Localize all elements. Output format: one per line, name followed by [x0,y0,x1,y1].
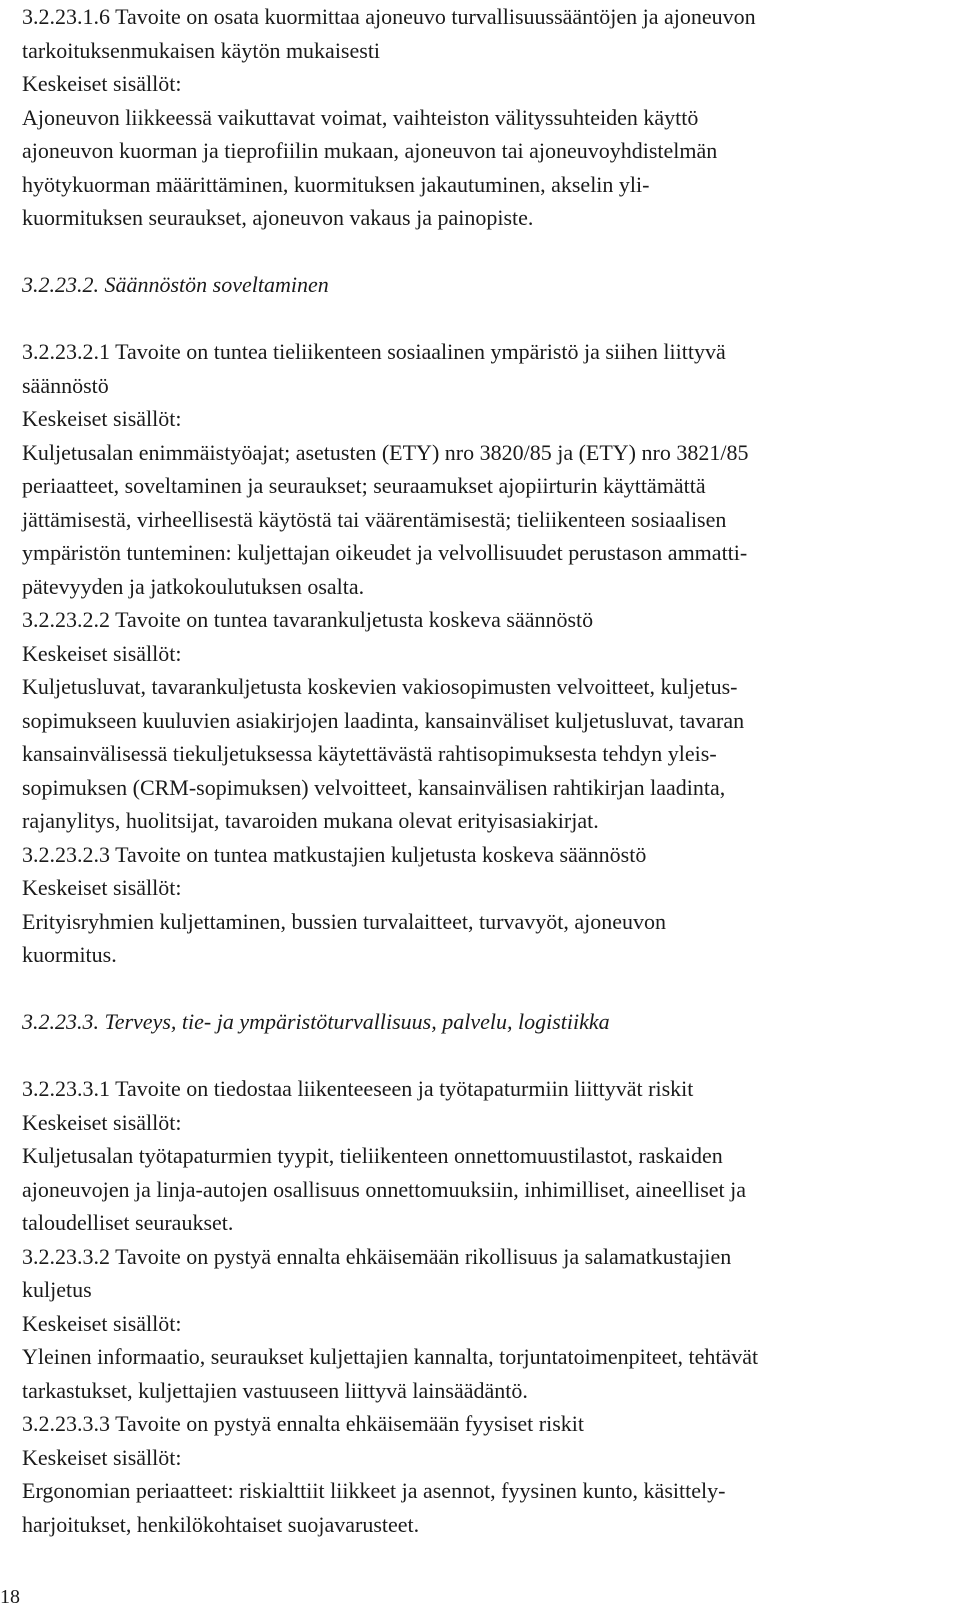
document-page [22,0,942,1541]
text-line: 3.2.23.2.2 Tavoite on tuntea tavarankuljetusta koskeva säännöstö [22,607,594,632]
text-line: Keskeiset sisällöt: [22,875,182,900]
text-line: rajanylitys, huolitsijat, tavaroiden mukana olevat erityisasiakirjat. [22,808,599,833]
text-line: Kuljetusluvat, tavarankuljetusta koskevien vakiosopimusten velvoitteet, kuljetus- [22,674,738,699]
section-heading [22,1005,942,1039]
text-line: tarkastukset, kuljettajien vastuuseen liittyvä lainsäädäntö. [22,1377,528,1403]
text-line: sopimuksen (CRM-sopimuksen) velvoitteet, kansainvälisen rahtikirjan laadinta, [22,774,726,800]
text-line: 3.2.23.2.1 Tavoite on tuntea tieliikenteen sosiaalinen ympäristö ja siihen liittyvä [22,339,726,364]
text-line: Keskeiset sisällöt: [22,640,182,666]
text-line: Erityisryhmien kuljettaminen, bussien turvalaitteet, turvavyöt, ajoneuvon [22,908,666,934]
text-line: kuormituksen seuraukset, ajoneuvon vakaus ja painopiste. [22,205,534,230]
text-block [22,0,942,235]
text-line: kuljetus [22,1277,92,1302]
text-line: periaatteet, soveltaminen ja seuraukset; seuraamukset ajopiirturin käyttämättä [22,473,706,498]
text-line: ajoneuvon kuorman ja tieprofiilin mukaan, ajoneuvon tai ajoneuvoyhdistelmän [22,138,718,163]
paragraph-gap [22,972,942,1006]
text-line: sopimukseen kuuluvien asiakirjojen laadinta, kansainväliset kuljetusluvat, tavaran [22,707,745,733]
text-line: ympäristön tunteminen: kuljettajan oikeudet ja velvollisuudet perustason ammatti- [22,540,748,565]
text-line: Keskeiset sisällöt: [22,1444,182,1470]
text-line: 3.2.23.3.2 Tavoite on pystyä ennalta ehkäisemään rikollisuus ja salamatkustajien [22,1243,732,1269]
paragraph-gap [22,1039,942,1073]
text-line: jättämisestä, virheellisestä käytöstä tai väärentämisestä; tieliikenteen sosiaalisen [22,506,727,532]
text-block [22,1072,942,1541]
text-line: Keskeiset sisällöt: [22,71,182,96]
text-line: hyötykuorman määrittäminen, kuormituksen jakautuminen, akselin yli- [22,171,650,197]
text-line: 3.2.23.3.1 Tavoite on tiedostaa liikenteeseen ja työtapaturmiin liittyvät riskit [22,1076,694,1101]
text-line: 3.2.23.1.6 Tavoite on osata kuormittaa ajoneuvo turvallisuussääntöjen ja ajoneuvon [22,4,756,29]
text-line: kansainvälisessä tiekuljetuksessa käytettävästä rahtisopimuksesta tehdyn yleis- [22,741,717,766]
text-line: säännöstö [22,372,109,398]
document-body [22,0,942,1541]
heading-line: 3.2.23.3. Terveys, tie- ja ympäristöturvallisuus, palvelu, logistiikka [22,1009,610,1034]
text-line: Ajoneuvon liikkeessä vaikuttavat voimat, vaihteiston välityssuhteiden käyttö [22,104,699,130]
text-line: Keskeiset sisällöt: [22,406,182,431]
paragraph-gap [22,302,942,336]
paragraph-gap [22,235,942,269]
text-line: taloudelliset seuraukset. [22,1210,234,1235]
text-block [22,335,942,972]
text-line: 3.2.23.3.3 Tavoite on pystyä ennalta ehkäisemään fyysiset riskit [22,1411,584,1436]
section-heading [22,268,942,302]
text-line: Keskeiset sisällöt: [22,1109,182,1135]
text-line: 3.2.23.2.3 Tavoite on tuntea matkustajien kuljetusta koskeva säännöstö [22,841,647,867]
text-line: pätevyyden ja jatkokoulutuksen osalta. [22,573,365,599]
heading-line: 3.2.23.2. Säännöstön soveltaminen [22,272,329,297]
text-line: Kuljetusalan enimmäistyöajat; asetusten (ETY) nro 3820/85 ja (ETY) nro 3821/85 [22,439,749,465]
text-line: kuormitus. [22,942,117,967]
text-line: harjoitukset, henkilökohtaiset suojavarusteet. [22,1511,420,1537]
page-number: 18 [0,1586,20,1608]
text-line: Kuljetusalan työtapaturmien tyypit, tieliikenteen onnettomuustilastot, raskaiden [22,1143,723,1168]
text-line: Ergonomian periaatteet: riskialttiit liikkeet ja asennot, fyysinen kunto, käsittely- [22,1478,726,1503]
text-line: tarkoituksenmukaisen käytön mukaisesti [22,37,381,63]
text-line: Keskeiset sisällöt: [22,1310,182,1336]
text-line: ajoneuvojen ja linja-autojen osallisuus onnettomuuksiin, inhimilliset, aineelliset ja [22,1176,747,1202]
text-line: Yleinen informaatio, seuraukset kuljettajien kannalta, torjuntatoimenpiteet, tehtävät [22,1344,759,1369]
